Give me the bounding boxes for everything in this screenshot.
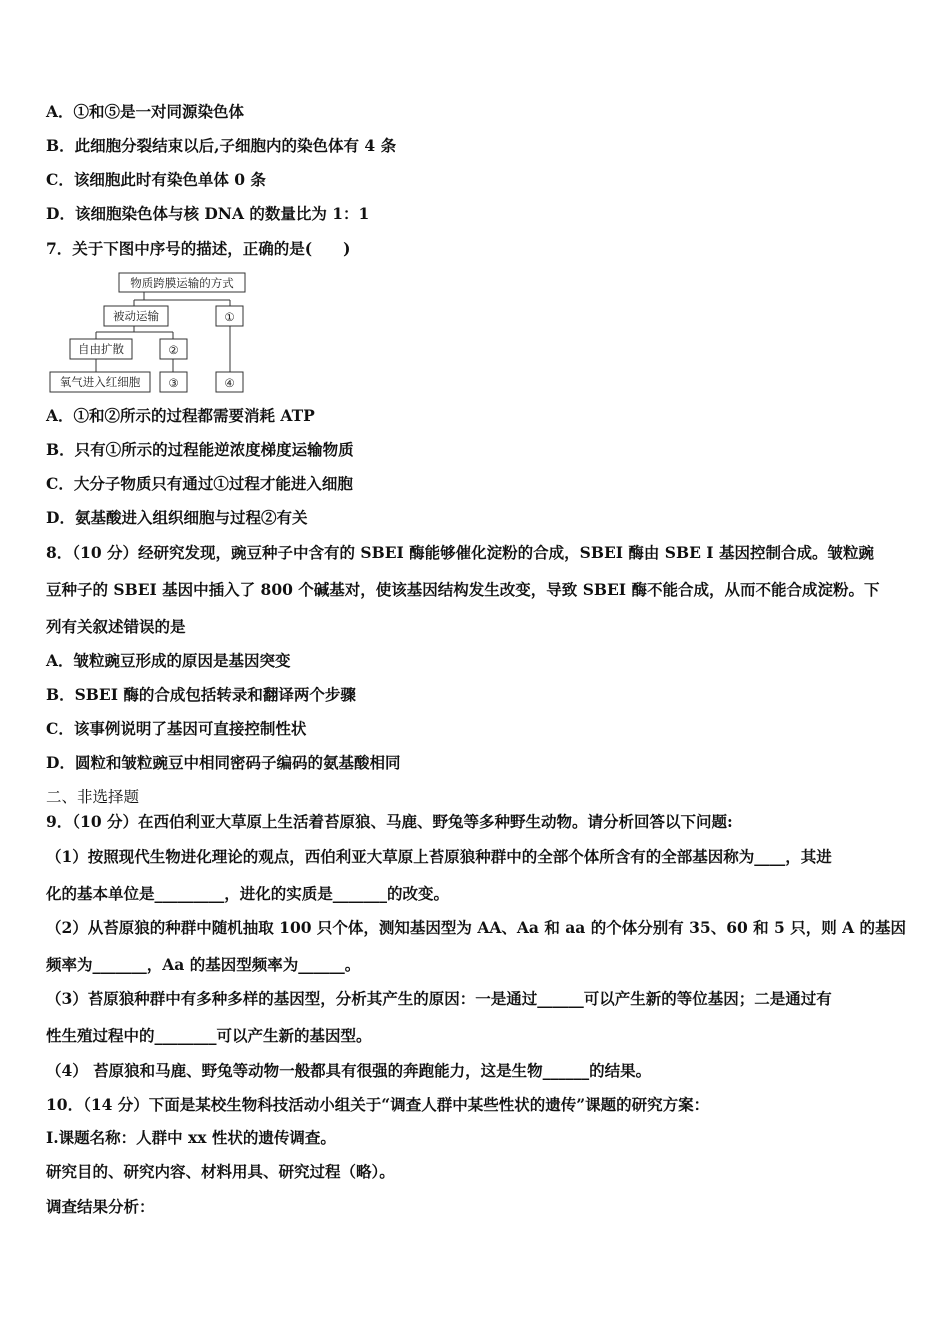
section-heading: 二、非选择题 [46,788,140,806]
q9-part2-line1: （2）从苔原狼的种群中随机抽取 100 只个体，测知基因型为 AA、Aa 和 aa 的个体分别有 35、60 和 5 只，则 A 的基因 [46,918,907,937]
q10-result: 调查结果分析： [46,1197,155,1216]
q8-option-b: B．SBEI 酶的合成包括转录和翻译两个步骤 [46,685,356,704]
label-diffusion: 自由扩散 [78,342,124,356]
q7-option-c: C．大分子物质只有通过①过程才能进入细胞 [46,474,353,493]
label-n1: ① [224,310,235,324]
label-passive: 被动运输 [113,309,159,323]
q7-option-d: D．氨基酸进入组织细胞与过程②有关 [46,508,308,527]
label-n3: ③ [168,376,179,390]
q9-part1-line1: （1）按照现代生物进化理论的观点，西伯利亚大草原上苔原狼种群中的全部个体所含有的全部基因称为____，其进 [46,847,832,866]
q8-stem-line2: 豆种子的 SBEI 基因中插入了 800 个碱基对，使该基因结构发生改变，导致 SBEI 酶不能合成，从而不能合成淀粉。下 [46,580,880,599]
q9-part2-line2: 频率为_______，Aa 的基因型频率为______。 [46,955,361,974]
q6-option-b: B．此细胞分裂结束以后,子细胞内的染色体有 4 条 [46,136,397,155]
q8-stem-line1: 8．（10 分）经研究发现，豌豆种子中含有的 SBEI 酶能够催化淀粉的合成，SBEI 酶由 SBE I 基因控制合成。皱粒豌 [46,543,874,562]
q10-content: 研究目的、研究内容、材料用具、研究过程（略）。 [46,1162,395,1181]
q8-option-d: D．圆粒和皱粒豌豆中相同密码子编码的氨基酸相同 [46,753,401,772]
label-oxygen: 氧气进入红细胞 [59,375,141,389]
q9-part3-line2: 性生殖过程中的________可以产生新的基因型。 [46,1026,372,1045]
q8-option-c: C．该事例说明了基因可直接控制性状 [46,719,307,738]
q7-option-a: A．①和②所示的过程都需要消耗 ATP [46,406,315,425]
q6-option-d: D．该细胞染色体与核 DNA 的数量比为 1：1 [46,204,370,223]
label-n2: ② [168,343,179,357]
q10-stem: 10．（14 分）下面是某校生物科技活动小组关于“调查人群中某些性状的遗传”课题的研究方案： [46,1095,710,1114]
q6-option-c: C．该细胞此时有染色单体 0 条 [46,170,266,189]
q7-option-b: B．只有①所示的过程能逆浓度梯度运输物质 [46,440,354,459]
label-n4: ④ [224,376,235,390]
q8-option-a: A．皱粒豌豆形成的原因是基因突变 [46,651,291,670]
q9-part3-line1: （3）苔原狼种群中有多种多样的基因型，分析其产生的原因：一是通过______可以产生新的等位基因；二是通过有 [46,989,832,1008]
q9-part1-line2: 化的基本单位是_________，进化的实质是_______的改变。 [46,884,450,903]
q9-part4: （4） 苔原狼和马鹿、野兔等动物一般都具有很强的奔跑能力，这是生物______的结果。 [46,1061,652,1080]
q6-option-a: A．①和⑤是一对同源染色体 [46,102,245,121]
q7-stem: 7．关于下图中序号的描述，正确的是( ) [46,239,351,258]
label-root: 物质跨膜运输的方式 [130,276,234,290]
q9-stem: 9．（10 分）在西伯利亚大草原上生活着苔原狼、马鹿、野兔等多种野生动物。请分析回答以下问题: [46,812,733,831]
transport-diagram [48,270,258,398]
q8-stem-line3: 列有关叙述错误的是 [46,617,186,636]
q10-title: I.课题名称：人群中 xx 性状的遗传调查。 [46,1128,336,1147]
